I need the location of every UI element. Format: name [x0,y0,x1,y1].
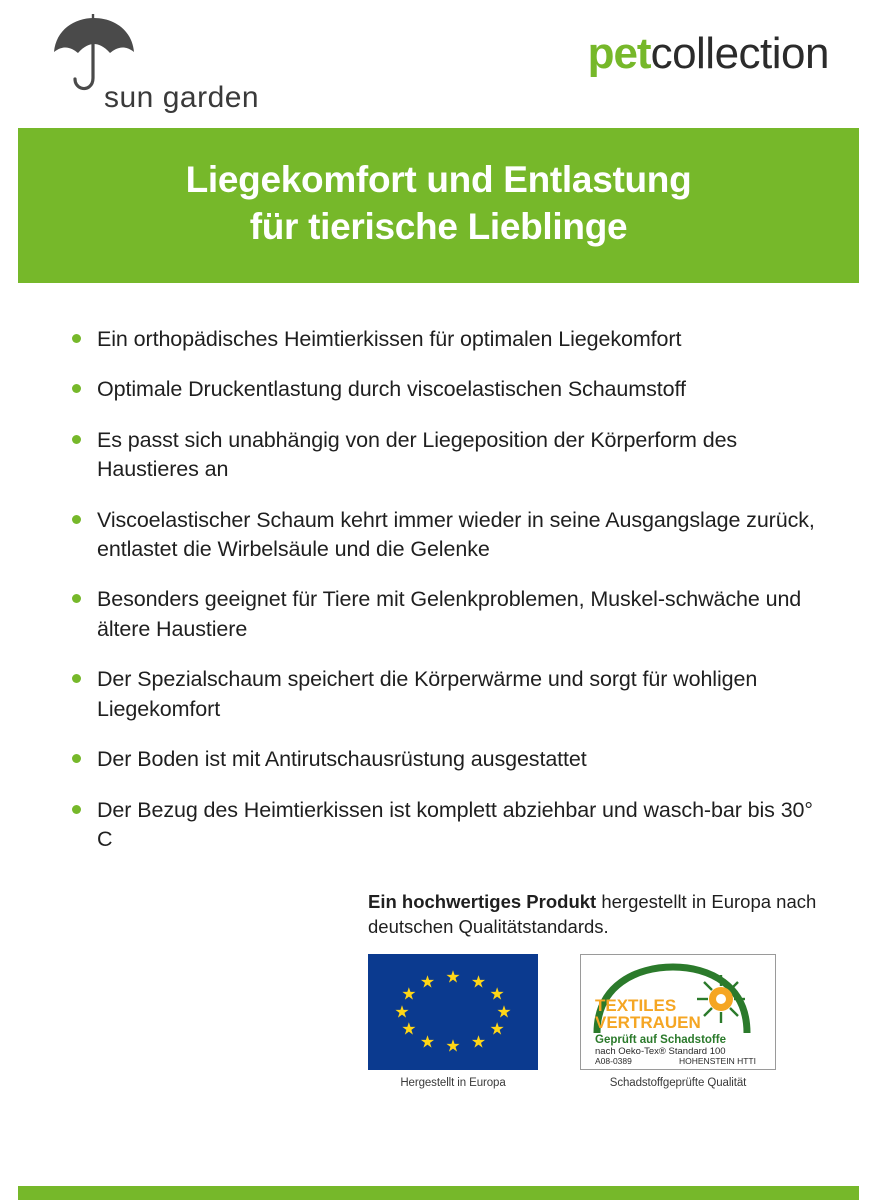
feature-text: Optimale Druckentlastung durch viscoelastischen Schaumstoff [97,377,686,402]
oeko-tex-caption: Schadstoffgeprüfte Qualität [609,1076,747,1089]
oeko-tex-seal [580,954,776,1089]
bullet-icon [72,435,81,444]
feature-text: Der Spezialschaum speichert die Körperwärme und sorgt für wohligen Liegekomfort [97,667,758,721]
svg-text:Geprüft auf Schadstoffe: Geprüft auf Schadstoffe [595,1033,726,1046]
svg-text:nach Oeko-Tex® Standard 100: nach Oeko-Tex® Standard 100 [595,1045,726,1057]
eu-seal-caption: Hergestellt in Europa [400,1076,506,1089]
svg-text:VERTRAUEN: VERTRAUEN [595,1012,701,1032]
feature-text: Der Bezug des Heimtierkissen ist komplett abziehbar und wasch-bar bis 30° C [97,797,813,852]
star-icon: ★ [496,1002,512,1022]
quality-statement [368,889,817,940]
oeko-tex-icon [580,954,776,1070]
star-icon: ★ [419,972,436,991]
quality-statement-bold: Ein hochwertiges Produkt [368,890,597,912]
pet-collection-logo [587,29,829,78]
svg-text:A08-0389: A08-0389 [595,1055,632,1066]
list-item [72,745,822,774]
bullet-icon [72,805,81,814]
star-icon: ★ [445,967,461,987]
bullet-icon [72,384,81,393]
feature-text: Der Boden ist mit Antirutschausrüstung ausgestattet [97,747,587,772]
eu-flag-icon [368,954,538,1070]
list-item [72,325,822,354]
star-icon: ★ [489,984,505,1004]
list-item [72,585,822,644]
brand-name: sun garden [104,81,260,114]
headline-line-2: für tierische Lieblinge [249,206,628,248]
page-header [0,0,877,120]
feature-text: Ein orthopädisches Heimtierkissen für optimalen Liegekomfort [97,326,682,351]
star-icon: ★ [470,972,487,991]
bullet-icon [72,594,81,603]
bullet-icon [72,674,81,683]
list-item [72,796,822,855]
footer-bar [18,1186,859,1200]
eu-seal [368,954,538,1089]
headline-line-1: Liegekomfort und Entlastung [185,159,692,200]
quality-statement-rest: hergestellt in Europa nach deutschen Qualitätstandards. [368,890,817,938]
star-icon: ★ [419,1032,436,1052]
bullet-icon [72,334,81,343]
list-item [72,665,822,724]
star-icon: ★ [489,1019,505,1039]
feature-text: Es passt sich unabhängig von der Liegeposition der Körperform des Haustieres an [97,427,738,482]
brand-block [48,14,259,115]
list-item [72,506,822,565]
feature-text: Viscoelastischer Schaum kehrt immer wieder in seine Ausgangslage zurück, entlastet die Wirbelsäule und die Gelenke [97,507,815,561]
star-icon: ★ [445,1036,461,1056]
headline-banner [18,128,859,283]
seal-row [368,954,817,1089]
feature-list [72,325,822,855]
star-icon: ★ [401,1019,417,1039]
bullet-icon [72,515,81,524]
svg-text:TEXTILES: TEXTILES [595,995,677,1015]
collection-word: collection [650,29,829,78]
pet-word: pet [587,29,651,78]
star-icon: ★ [470,1032,487,1052]
list-item [72,426,822,485]
quality-block [368,889,817,1089]
star-icon: ★ [401,984,417,1004]
feature-text: Besonders geeignet für Tiere mit Gelenkproblemen, Muskel-schwäche und ältere Haustiere [97,587,802,641]
star-icon: ★ [394,1002,410,1022]
svg-text:HOHENSTEIN HTTI: HOHENSTEIN HTTI [679,1055,756,1066]
bullet-icon [72,754,81,763]
list-item [72,375,822,404]
